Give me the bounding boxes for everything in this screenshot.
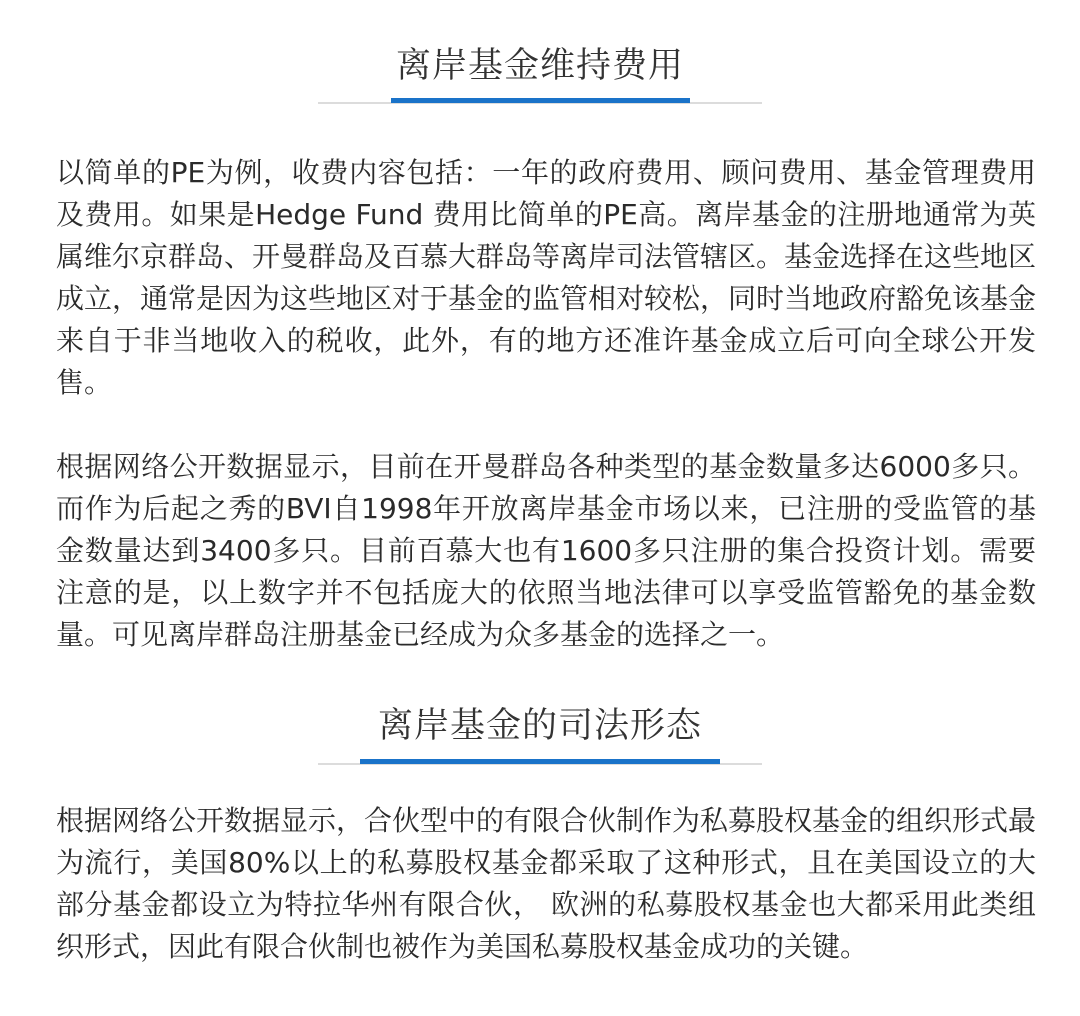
paragraph: 根据网络公开数据显示，目前在开曼群岛各种类型的基金数量多达6000多只。而作为后起之秀的BVI自1998年开放离岸基金市场以来，已注册的受监管的基金数量达到3400多只。目前百慕大也有1600多只注册的集合投资计划。需要注意的是，以上数字并不包括庞大的依照当地法律可以享受监管豁免的基金数量。可见离岸群岛注册基金已经成为众多基金的选择之一。 [56,450,1036,651]
section-title: 离岸基金维持费用 [395,46,684,86]
heading-accent-bar [360,759,720,764]
section-title: 离岸基金的司法形态 [377,706,702,746]
paragraph: 根据网络公开数据显示，合伙型中的有限合伙制作为私募股权基金的组织形式最为流行，美国80%以上的私募股权基金都采取了这种形式，且在美国设立的大部分基金都设立为特拉华州有限合伙， 欧洲的私募股权基金也大都采用此类组织形式，因此有限合伙制也被作为美国私募股权基金成功的关键。 [56,804,1037,963]
section-heading-legal-form [0,704,1080,748]
section-heading-maintenance-fees [0,44,1080,88]
heading-accent-bar [391,98,690,103]
paragraph: 以简单的PE为例，收费内容包括：一年的政府费用、顾问费用、基金管理费用及费用。如果是Hedge Fund 费用比简单的PE高。离岸基金的注册地通常为英属维尔京群岛、开曼群岛及百慕大群岛等离岸司法管辖区。基金选择在这些地区成立，通常是因为这些地区对于基金的监管相对较松，同时当地政府豁免该基金来自于非当地收入的税收，此外，有的地方还准许基金成立后可向全球公开发售。 [56,156,1037,399]
